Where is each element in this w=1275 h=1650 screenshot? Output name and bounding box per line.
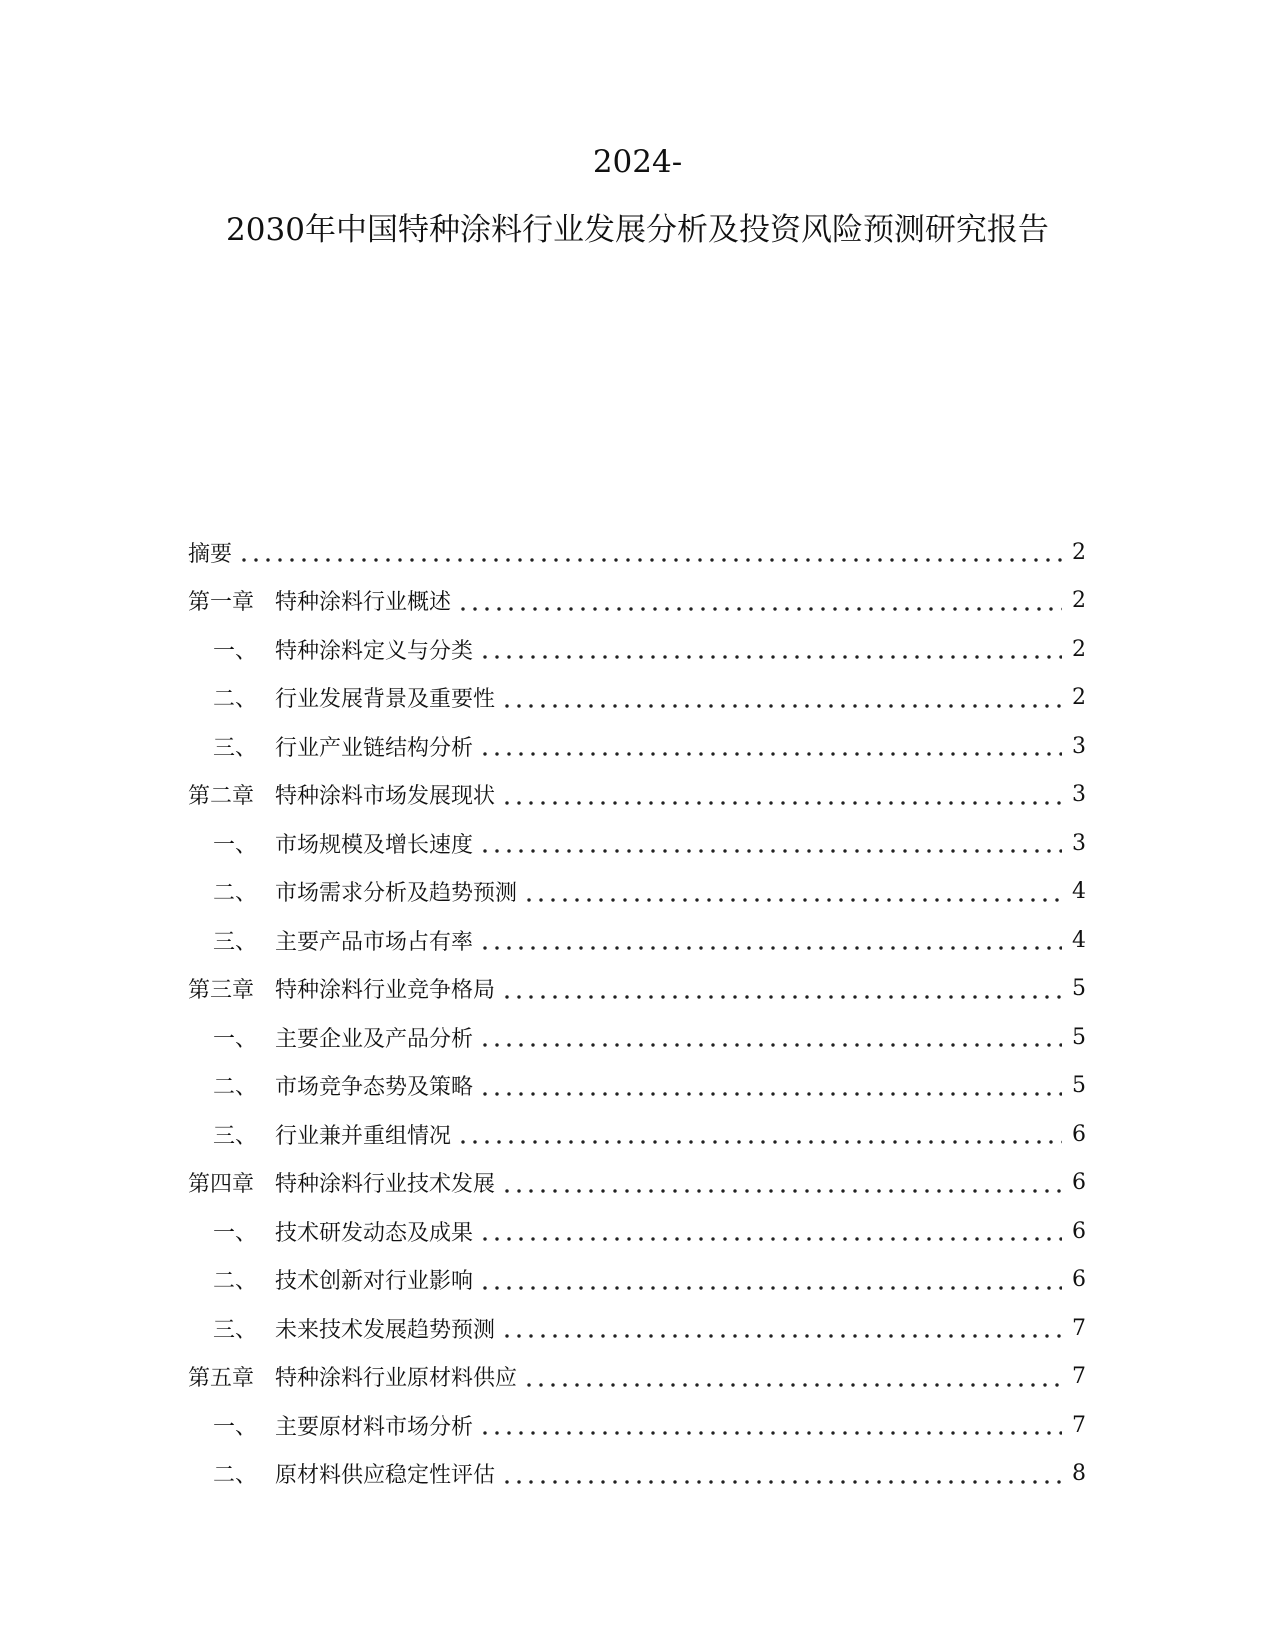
toc-page-number: 7 (1072, 1364, 1086, 1390)
dot-leader (479, 1269, 1062, 1291)
toc-page-number: 2 (1072, 636, 1086, 662)
title-line-2: 2030年中国特种涂料行业发展分析及投资风险预测研究报告 (226, 212, 1049, 248)
toc-entry[interactable] (188, 528, 1086, 577)
toc-page-number: 8 (1072, 1461, 1086, 1487)
toc-entry-number: 二、 (213, 687, 258, 713)
dot-leader (501, 1172, 1062, 1194)
toc-entry-number: 第三章 (188, 978, 255, 1004)
toc-entry-title: 主要原材料市场分析 (275, 1414, 474, 1440)
toc-entry-title: 特种涂料行业概述 (275, 590, 452, 616)
toc-entry-title: 市场规模及增长速度 (275, 832, 474, 858)
toc-entry-title: 特种涂料行业技术发展 (275, 1172, 496, 1198)
toc-entry-number: 第五章 (188, 1366, 255, 1392)
toc-entry[interactable] (188, 625, 1086, 674)
toc-entry-title: 特种涂料市场发展现状 (275, 784, 496, 810)
toc-page-number: 5 (1072, 1024, 1086, 1050)
toc-page-number: 6 (1072, 1170, 1086, 1196)
toc-page-number: 7 (1072, 1315, 1086, 1341)
toc-entry-number: 一、 (213, 1026, 258, 1052)
toc-entry-number: 二、 (213, 1269, 258, 1295)
toc-entry-number: 一、 (213, 1220, 258, 1246)
toc-page-number: 3 (1072, 782, 1086, 808)
dot-leader (501, 1463, 1062, 1485)
toc-entry-number: 三、 (213, 735, 258, 761)
toc-page-number: 2 (1072, 588, 1086, 614)
toc-entry-title: 特种涂料定义与分类 (275, 638, 474, 664)
toc-entry-title: 摘要 (188, 541, 233, 567)
toc-page-number: 5 (1072, 1073, 1086, 1099)
toc-entry-number: 三、 (213, 929, 258, 955)
toc-entry-title: 行业发展背景及重要性 (275, 687, 496, 713)
toc-entry[interactable] (188, 1159, 1086, 1208)
toc-entry-number: 三、 (213, 1123, 258, 1149)
dot-leader (479, 1026, 1062, 1048)
toc-page-number: 6 (1072, 1121, 1086, 1147)
dot-leader (501, 784, 1062, 806)
toc-page-number: 4 (1072, 927, 1086, 953)
dot-leader (457, 1123, 1062, 1145)
toc-entry[interactable] (188, 577, 1086, 626)
dot-leader (501, 1317, 1062, 1339)
toc-entry-title: 行业产业链结构分析 (275, 735, 474, 761)
toc-entry[interactable] (188, 674, 1086, 723)
toc-page-number: 3 (1072, 733, 1086, 759)
toc-entry[interactable] (188, 1401, 1086, 1450)
toc-entry-title: 技术创新对行业影响 (275, 1269, 474, 1295)
dot-leader (238, 541, 1062, 563)
toc-entry[interactable] (188, 1256, 1086, 1305)
title-line-1: 2024- (592, 144, 683, 180)
dot-leader (457, 590, 1062, 612)
toc-entry-number: 二、 (213, 1463, 258, 1489)
table-of-contents (188, 528, 1086, 1498)
toc-entry-title: 技术研发动态及成果 (275, 1220, 474, 1246)
toc-entry-number: 二、 (213, 881, 258, 907)
toc-page-number: 4 (1072, 879, 1086, 905)
dot-leader (523, 881, 1062, 903)
toc-page-number: 7 (1072, 1412, 1086, 1438)
toc-page-number: 2 (1072, 685, 1086, 711)
toc-entry-title: 特种涂料行业原材料供应 (275, 1366, 518, 1392)
toc-page-number: 6 (1072, 1267, 1086, 1293)
toc-entry[interactable] (188, 1110, 1086, 1159)
toc-entry[interactable] (188, 1353, 1086, 1402)
toc-page-number: 5 (1072, 976, 1086, 1002)
toc-entry[interactable] (188, 965, 1086, 1014)
toc-entry-number: 一、 (213, 1414, 258, 1440)
document-title (0, 140, 1275, 252)
toc-entry-title: 市场需求分析及趋势预测 (275, 881, 518, 907)
toc-entry-title: 主要产品市场占有率 (275, 929, 474, 955)
toc-page-number: 2 (1072, 539, 1086, 565)
toc-entry[interactable] (188, 916, 1086, 965)
toc-entry-title: 主要企业及产品分析 (275, 1026, 474, 1052)
dot-leader (479, 735, 1062, 757)
toc-entry-number: 第一章 (188, 590, 255, 616)
toc-entry-title: 特种涂料行业竞争格局 (275, 978, 496, 1004)
toc-entry-title: 原材料供应稳定性评估 (275, 1463, 496, 1489)
toc-entry[interactable] (188, 868, 1086, 917)
dot-leader (479, 832, 1062, 854)
toc-entry[interactable] (188, 1450, 1086, 1499)
toc-entry-number: 三、 (213, 1317, 258, 1343)
dot-leader (479, 1075, 1062, 1097)
dot-leader (501, 687, 1062, 709)
toc-entry-title: 行业兼并重组情况 (275, 1123, 452, 1149)
toc-entry-number: 一、 (213, 832, 258, 858)
toc-entry[interactable] (188, 771, 1086, 820)
dot-leader (479, 929, 1062, 951)
dot-leader (523, 1366, 1062, 1388)
toc-entry-number: 二、 (213, 1075, 258, 1101)
toc-entry[interactable] (188, 1304, 1086, 1353)
dot-leader (501, 978, 1062, 1000)
toc-entry[interactable] (188, 1207, 1086, 1256)
toc-entry-number: 第四章 (188, 1172, 255, 1198)
dot-leader (479, 1414, 1062, 1436)
toc-page-number: 6 (1072, 1218, 1086, 1244)
toc-entry-title: 市场竞争态势及策略 (275, 1075, 474, 1101)
toc-entry-number: 第二章 (188, 784, 255, 810)
toc-entry[interactable] (188, 1062, 1086, 1111)
toc-entry-title: 未来技术发展趋势预测 (275, 1317, 496, 1343)
dot-leader (479, 638, 1062, 660)
toc-entry[interactable] (188, 722, 1086, 771)
toc-entry[interactable] (188, 819, 1086, 868)
dot-leader (479, 1220, 1062, 1242)
toc-entry-number: 一、 (213, 638, 258, 664)
toc-page-number: 3 (1072, 830, 1086, 856)
toc-entry[interactable] (188, 1013, 1086, 1062)
